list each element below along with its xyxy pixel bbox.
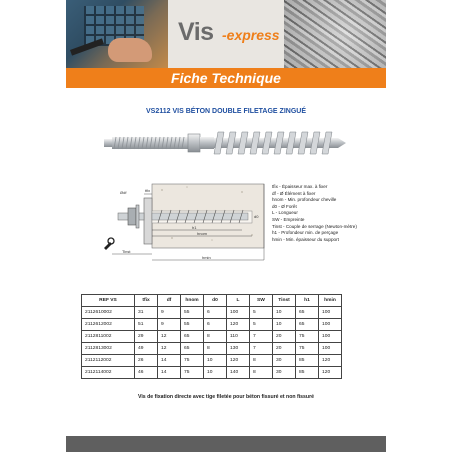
legend-item: hmin - Min. épaisseur du support (272, 236, 339, 242)
screw-product-image (100, 126, 350, 160)
label-tinst: Tinst (122, 249, 131, 254)
col-header: Tinst (273, 295, 296, 307)
label-df: Ødf (120, 190, 127, 195)
col-header: L (227, 295, 250, 307)
value-cell: 6 (204, 307, 227, 319)
product-description: Vis de fixation directe avec tige filetée pour béton fissuré et non fissuré (137, 394, 315, 400)
value-cell: 120 (227, 319, 250, 331)
value-cell: 26 (135, 355, 158, 367)
value-cell: 9 (158, 319, 181, 331)
label-hnom: hnom (197, 231, 208, 236)
col-header: REF VS (82, 295, 135, 307)
col-header: h1 (296, 295, 319, 307)
ref-cell: 2112612002 (82, 319, 135, 331)
value-cell: 30 (273, 367, 296, 379)
legend-item: tfix - Épaisseur max. à fixer (272, 184, 328, 189)
value-cell: 75 (296, 331, 319, 343)
header-banner (66, 0, 386, 68)
value-cell: 120 (227, 355, 250, 367)
value-cell: 140 (227, 367, 250, 379)
footer-bar (66, 436, 386, 452)
legend-item: hnom - Min. profondeur cheville (272, 197, 337, 203)
table-row (82, 367, 342, 379)
value-cell: 8 (204, 343, 227, 355)
col-header: d0 (204, 295, 227, 307)
installation-diagram (92, 180, 267, 272)
value-cell: 55 (181, 307, 204, 319)
legend-item: df - Ø Élément à fixer (272, 190, 316, 196)
table-row (82, 307, 342, 319)
value-cell: 30 (273, 355, 296, 367)
table-row (82, 343, 342, 355)
value-cell: 12 (158, 331, 181, 343)
vis-express-logo[interactable] (178, 18, 282, 50)
logo-accent-text: -express (222, 27, 280, 43)
table-row (82, 355, 342, 367)
wrench-icon (104, 238, 114, 250)
value-cell: 29 (135, 331, 158, 343)
col-header: SW (250, 295, 273, 307)
label-tfix: tfix (145, 188, 151, 193)
value-cell: 51 (135, 319, 158, 331)
dimension-legend (272, 184, 392, 243)
ref-cell: 2112813002 (82, 343, 135, 355)
specifications-table (81, 294, 342, 379)
value-cell: 55 (181, 319, 204, 331)
legend-item: d0 - Ø Forêt (272, 203, 297, 209)
product-title: VS2112 VIS BÉTON DOUBLE FILETAGE ZINGUÉ (146, 108, 306, 115)
col-header: df (158, 295, 181, 307)
legend-item: Tinst - Couple de serrage (Newton-mètre) (272, 223, 357, 229)
legend-item: L - Longueur (272, 210, 298, 216)
ref-cell: 2112811002 (82, 331, 135, 343)
value-cell: 31 (135, 307, 158, 319)
value-cell: 65 (181, 343, 204, 355)
value-cell: 65 (296, 307, 319, 319)
value-cell: 20 (273, 331, 296, 343)
ref-cell: 2112114002 (82, 367, 135, 379)
value-cell: 130 (227, 343, 250, 355)
ref-cell: 2112610002 (82, 307, 135, 319)
value-cell: 9 (158, 307, 181, 319)
value-cell: 12 (158, 343, 181, 355)
value-cell: 110 (227, 331, 250, 343)
value-cell: 8 (250, 367, 273, 379)
screws-photo (284, 0, 386, 68)
value-cell: 7 (250, 331, 273, 343)
table-row (82, 319, 342, 331)
table-row (82, 331, 342, 343)
value-cell: 20 (273, 343, 296, 355)
value-cell: 120 (319, 355, 342, 367)
col-header: hnom (181, 295, 204, 307)
value-cell: 75 (296, 343, 319, 355)
value-cell: 10 (273, 319, 296, 331)
value-cell: 10 (204, 355, 227, 367)
value-cell: 85 (296, 367, 319, 379)
workbench-photo (66, 0, 168, 68)
value-cell: 6 (204, 319, 227, 331)
logo-main-text: Vis (178, 18, 214, 46)
value-cell: 75 (181, 367, 204, 379)
value-cell: 100 (319, 319, 342, 331)
value-cell: 120 (319, 367, 342, 379)
value-cell: 65 (181, 331, 204, 343)
value-cell: 5 (250, 319, 273, 331)
value-cell: 85 (296, 355, 319, 367)
value-cell: 14 (158, 355, 181, 367)
value-cell: 100 (319, 331, 342, 343)
value-cell: 100 (319, 343, 342, 355)
fiche-technique-banner: Fiche Technique (66, 68, 386, 88)
col-header: tfix (135, 295, 158, 307)
label-hmin: hmin (202, 255, 211, 260)
value-cell: 5 (250, 307, 273, 319)
value-cell: 65 (296, 319, 319, 331)
value-cell: 8 (250, 355, 273, 367)
legend-item: h1 - Profondeur min. de perçage (272, 230, 339, 236)
value-cell: 100 (319, 307, 342, 319)
legend-item: SW - Empreinte (272, 216, 305, 222)
label-h1: h1 (192, 225, 197, 230)
label-d0: d0 (254, 214, 259, 219)
ref-cell: 2112112002 (82, 355, 135, 367)
value-cell: 7 (250, 343, 273, 355)
value-cell: 75 (181, 355, 204, 367)
value-cell: 10 (204, 367, 227, 379)
value-cell: 10 (273, 307, 296, 319)
value-cell: 49 (135, 343, 158, 355)
table-header-row (82, 295, 342, 307)
col-header: hmin (319, 295, 342, 307)
value-cell: 8 (204, 331, 227, 343)
value-cell: 46 (135, 367, 158, 379)
value-cell: 100 (227, 307, 250, 319)
value-cell: 14 (158, 367, 181, 379)
